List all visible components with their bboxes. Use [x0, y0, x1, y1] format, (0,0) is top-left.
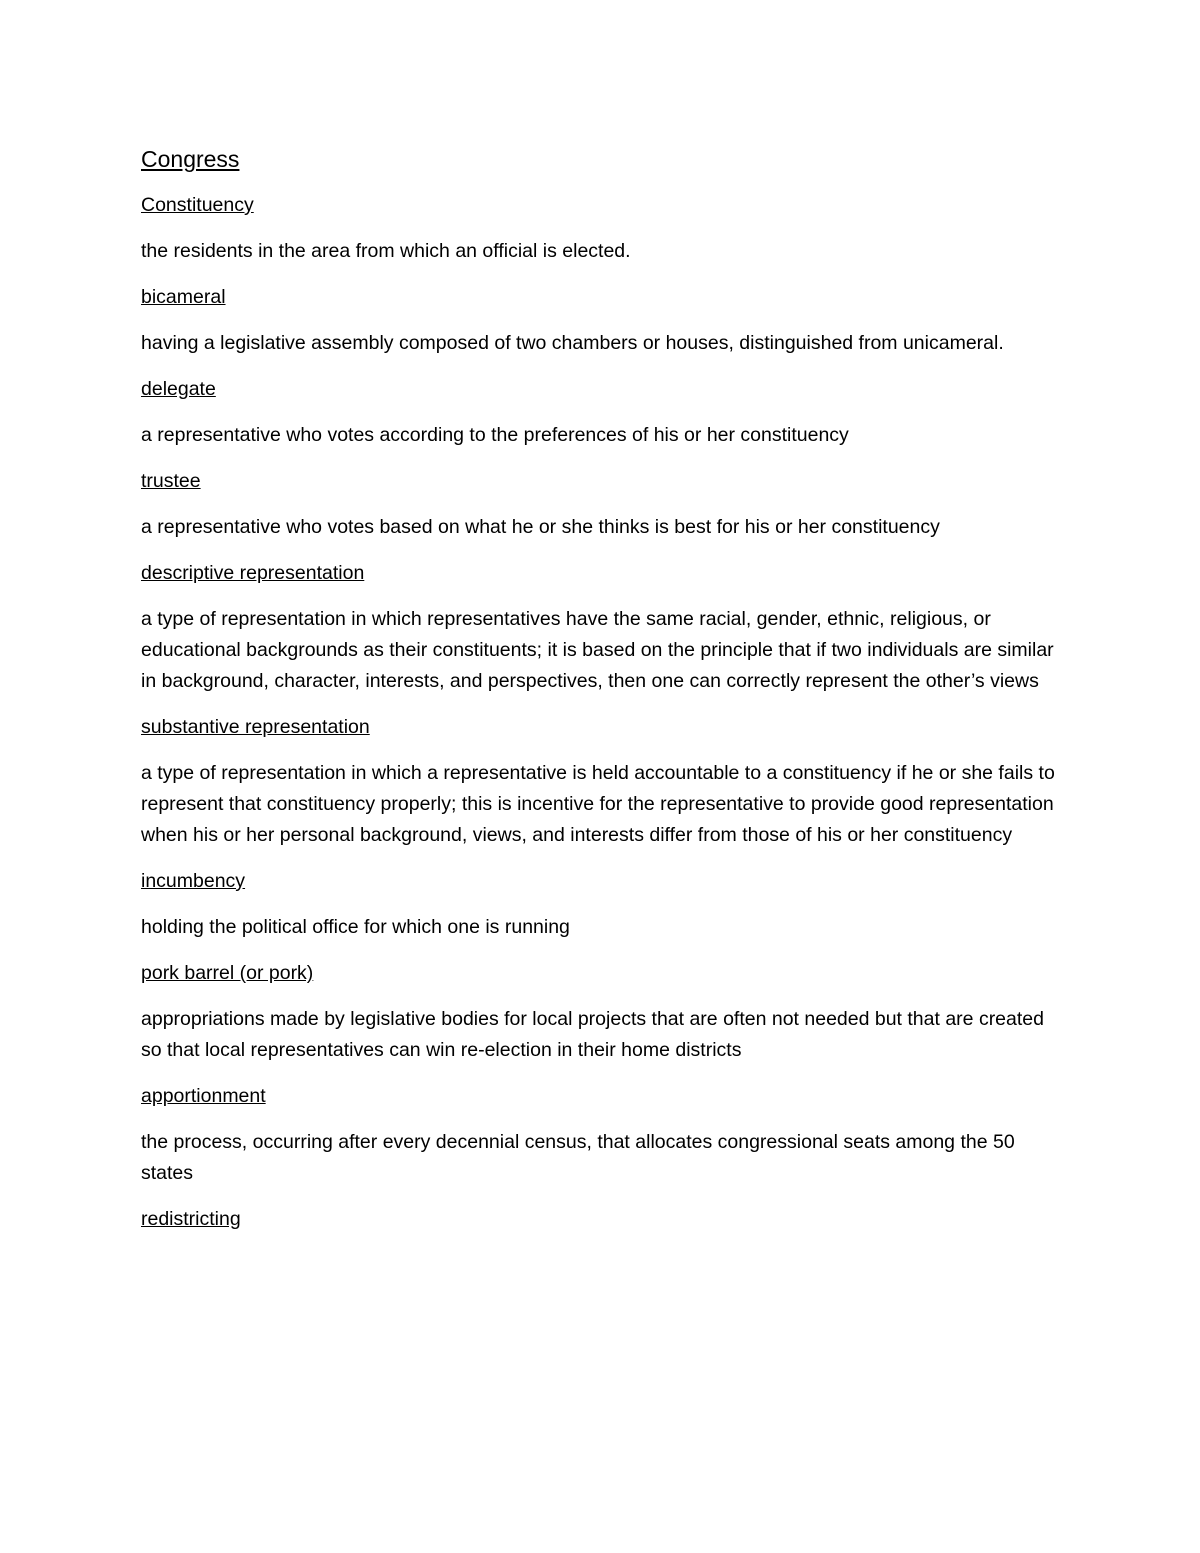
glossary-definition: a type of representation in which representatives have the same racial, gender, ethnic, religious, or educational backgrounds as their constituents; it is based on the principle that if two individuals are similar in background, character, interests, and perspectives, then one can correctly represent the other’s views: [141, 608, 1054, 692]
glossary-entry-pork-barrel: [141, 958, 1061, 1066]
glossary-definition: the process, occurring after every decennial census, that allocates congressional seats among the 50 states: [141, 1131, 1015, 1184]
glossary-term: pork barrel (or pork): [141, 962, 314, 984]
glossary-term: trustee: [141, 470, 201, 492]
glossary-definition: the residents in the area from which an official is elected.: [141, 240, 631, 262]
glossary-term: bicameral: [141, 286, 226, 308]
glossary-definition: a type of representation in which a representative is held accountable to a constituency if he or she fails to represent that constituency properly; this is incentive for the representative to provide good representation when his or her personal background, views, and interests differ from those of his or her constituency: [141, 762, 1055, 846]
glossary-entry-incumbency: [141, 866, 1061, 943]
document-title: Congress: [141, 146, 240, 172]
glossary-entry-apportionment: [141, 1081, 1061, 1189]
glossary-term: apportionment: [141, 1085, 266, 1107]
glossary-entry-constituency: [141, 190, 1061, 267]
glossary-definition: appropriations made by legislative bodies for local projects that are often not needed but that are created so that local representatives can win re-election in their home districts: [141, 1008, 1044, 1061]
glossary-entry-bicameral: [141, 282, 1061, 359]
glossary-term: redistricting: [141, 1208, 241, 1230]
glossary-term: delegate: [141, 378, 216, 400]
glossary-entry-delegate: [141, 374, 1061, 451]
glossary-term: incumbency: [141, 870, 246, 892]
glossary-definition: having a legislative assembly composed of two chambers or houses, distinguished from unicameral.: [141, 332, 1004, 354]
glossary-entry-substantive-representation: [141, 712, 1061, 851]
glossary-entry-redistricting: [141, 1204, 1061, 1235]
glossary-entry-descriptive-representation: [141, 558, 1061, 697]
glossary-definition: a representative who votes according to the preferences of his or her constituency: [141, 424, 849, 446]
glossary-term: descriptive representation: [141, 562, 365, 584]
glossary-definition: a representative who votes based on what he or she thinks is best for his or her constituency: [141, 516, 940, 538]
document-content: [141, 143, 1061, 1250]
glossary-entry-trustee: [141, 466, 1061, 543]
glossary-definition: holding the political office for which one is running: [141, 916, 570, 938]
glossary-term: substantive representation: [141, 716, 370, 738]
glossary-term: Constituency: [141, 194, 254, 216]
